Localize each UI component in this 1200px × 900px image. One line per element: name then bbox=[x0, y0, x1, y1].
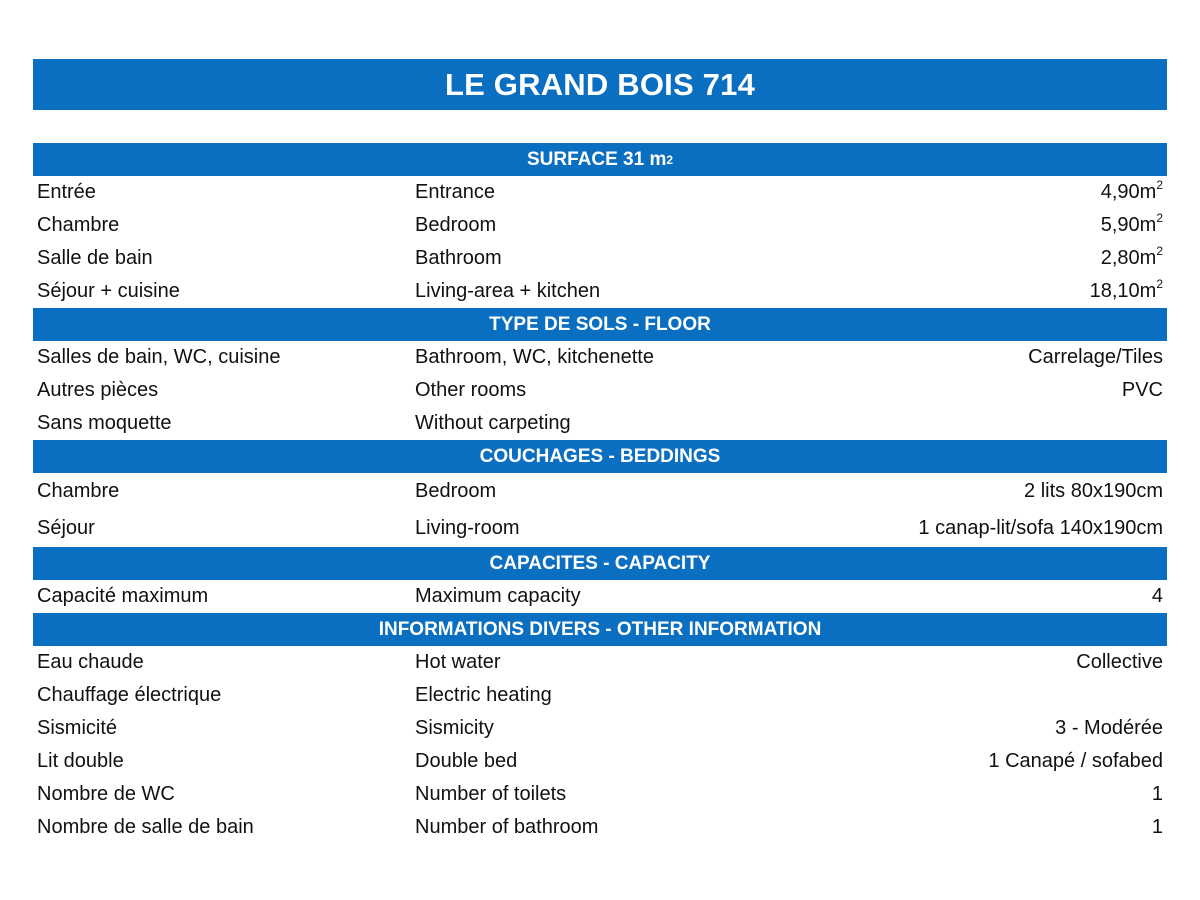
label-en: Bedroom bbox=[415, 214, 497, 236]
section-header-label: SURFACE 31 m bbox=[526, 148, 667, 170]
table-row bbox=[33, 473, 1167, 510]
table-row bbox=[33, 811, 1167, 844]
table-row bbox=[33, 275, 1167, 308]
label-en: Double bed bbox=[415, 750, 518, 772]
page-title: LE GRAND BOIS 714 bbox=[33, 59, 1167, 110]
label-fr: Autres pièces bbox=[37, 379, 159, 401]
value: Collective bbox=[1076, 651, 1163, 673]
label-en: Entrance bbox=[415, 181, 496, 203]
property-sheet bbox=[33, 59, 1167, 844]
value: 1 bbox=[1151, 816, 1163, 838]
value: 3 - Modérée bbox=[1055, 717, 1163, 739]
label-en: Number of toilets bbox=[415, 783, 567, 805]
label-fr: Sans moquette bbox=[37, 412, 172, 434]
section-header-floor: TYPE DE SOLS - FLOOR bbox=[33, 308, 1167, 341]
label-fr: Chambre bbox=[37, 214, 120, 236]
table-row bbox=[33, 209, 1167, 242]
label-en: Living-area + kitchen bbox=[415, 280, 601, 302]
spacer bbox=[33, 110, 1167, 143]
label-fr: Chauffage électrique bbox=[37, 684, 222, 706]
value: 4 bbox=[1151, 585, 1163, 607]
table-row bbox=[33, 778, 1167, 811]
section-header-beddings: COUCHAGES - BEDDINGS bbox=[33, 440, 1167, 473]
value bbox=[855, 178, 1167, 204]
label-en: Without carpeting bbox=[415, 412, 571, 434]
label-fr: Salles de bain, WC, cuisine bbox=[37, 346, 281, 368]
table-row bbox=[33, 679, 1167, 712]
label-fr: Séjour + cuisine bbox=[37, 280, 180, 302]
label-fr: Salle de bain bbox=[37, 247, 153, 269]
value: Carrelage/Tiles bbox=[1028, 346, 1163, 368]
section-header-other: INFORMATIONS DIVERS - OTHER INFORMATION bbox=[33, 613, 1167, 646]
label-fr: Capacité maximum bbox=[37, 585, 209, 607]
table-row bbox=[33, 745, 1167, 778]
label-fr: Entrée bbox=[37, 181, 96, 203]
label-en: Bathroom, WC, kitchenette bbox=[415, 346, 654, 368]
value-text: 2,80m bbox=[1100, 247, 1157, 269]
label-en: Maximum capacity bbox=[415, 585, 581, 607]
label-en: Number of bathroom bbox=[415, 816, 599, 838]
label-en: Other rooms bbox=[415, 379, 527, 401]
value-text: 18,10m bbox=[1089, 280, 1157, 302]
table-row bbox=[33, 712, 1167, 745]
label-en: Bedroom bbox=[415, 480, 497, 502]
section-header-surface: SURFACE 31 m 2 bbox=[33, 143, 1167, 176]
value bbox=[855, 244, 1167, 270]
value: 1 bbox=[1151, 783, 1163, 805]
label-fr: Sismicité bbox=[37, 717, 118, 739]
superscript: 2 bbox=[1156, 178, 1163, 192]
table-row bbox=[33, 646, 1167, 679]
label-fr: Nombre de salle de bain bbox=[37, 816, 254, 838]
value: PVC bbox=[1121, 379, 1163, 401]
value: 1 canap-lit/sofa 140x190cm bbox=[918, 517, 1163, 539]
value: 2 lits 80x190cm bbox=[1024, 480, 1163, 502]
value bbox=[855, 277, 1167, 303]
label-en: Bathroom bbox=[415, 247, 502, 269]
table-row bbox=[33, 374, 1167, 407]
label-en: Hot water bbox=[415, 651, 501, 673]
label-en: Electric heating bbox=[415, 684, 552, 706]
value-text: 4,90m bbox=[1100, 181, 1157, 203]
table-row bbox=[33, 341, 1167, 374]
value-text: 5,90m bbox=[1100, 214, 1157, 236]
table-row bbox=[33, 510, 1167, 547]
value: 1 Canapé / sofabed bbox=[988, 750, 1163, 772]
table-row bbox=[33, 242, 1167, 275]
table-row bbox=[33, 176, 1167, 209]
table-row bbox=[33, 580, 1167, 613]
label-fr: Séjour bbox=[37, 517, 95, 539]
section-header-capacity: CAPACITES - CAPACITY bbox=[33, 547, 1167, 580]
superscript: 2 bbox=[1156, 244, 1163, 258]
label-fr: Lit double bbox=[37, 750, 124, 772]
superscript: 2 bbox=[1156, 211, 1163, 225]
label-fr: Chambre bbox=[37, 480, 120, 502]
label-en: Sismicity bbox=[415, 717, 494, 739]
value bbox=[855, 211, 1167, 237]
table-row bbox=[33, 407, 1167, 440]
label-fr: Eau chaude bbox=[37, 651, 144, 673]
label-fr: Nombre de WC bbox=[37, 783, 175, 805]
label-en: Living-room bbox=[415, 517, 520, 539]
superscript: 2 bbox=[1156, 277, 1163, 291]
